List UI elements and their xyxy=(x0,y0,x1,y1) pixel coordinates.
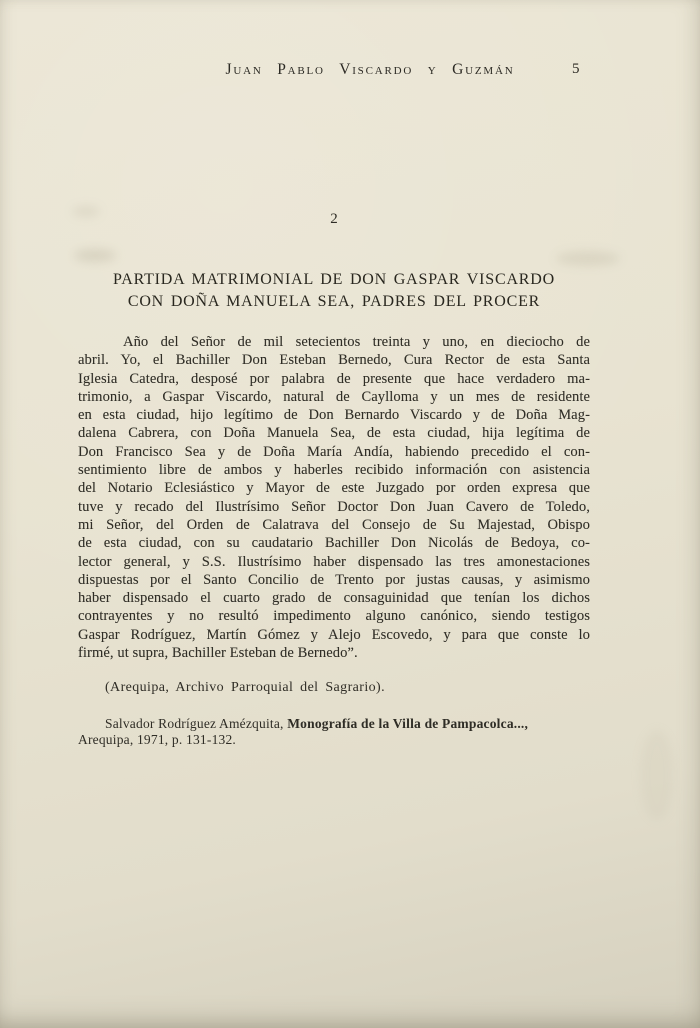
citation-line-2: Arequipa, 1971, p. 131-132. xyxy=(78,732,237,747)
page-number: 5 xyxy=(572,61,580,77)
body-line: del Notario Eclesiástico y Mayor de este Juzgado por orden expresa que xyxy=(78,480,590,497)
body-line: lector general, y S.S. Ilustrísimo haber dispensado las tres amonestaciones xyxy=(78,553,590,570)
body-line: mi Señor, del Orden de Calatrava del Consejo de Su Majestad, Obispo xyxy=(78,516,590,533)
body-line: Iglesia Catedra, desposé por palabra de presente que hace verdadero ma- xyxy=(78,370,590,387)
body-line: sentimiento libre de ambos y haberles recibido información con asistencia xyxy=(78,462,590,479)
citation-line-1 xyxy=(78,716,623,732)
section-number: 2 xyxy=(330,211,338,227)
body-line: firmé, ut supra, Bachiller Esteban de Bernedo”. xyxy=(78,645,358,662)
body-line: Gaspar Rodríguez, Martín Gómez y Alejo Escovedo, y para que conste lo xyxy=(78,626,590,643)
running-header xyxy=(0,61,700,79)
body-paragraph xyxy=(78,333,590,662)
body-line: contrayentes y no resultó impedimento alguno canónico, siendo testigos xyxy=(78,608,590,625)
running-title: Juan Pablo Viscardo y Guzmán xyxy=(225,61,515,78)
section-title xyxy=(78,269,590,313)
body-line: de esta ciudad, con su caudatario Bachiller Don Nicolás de Bedoya, co- xyxy=(78,535,590,552)
scan-smudge xyxy=(74,249,116,262)
section-title-line-2: CON DOÑA MANUELA SEA, PADRES DEL PROCER xyxy=(127,293,541,310)
scan-smudge xyxy=(640,730,674,820)
body-line: tuve y recado del Ilustrísimo Señor Doctor Don Juan Cavero de Toledo, xyxy=(78,498,590,515)
body-line: dispuestas por el Santo Concilio de Trento por justas causas, y asimismo xyxy=(78,571,590,588)
body-line: trimonio, a Gaspar Viscardo, natural de Caylloma y un mes de residente xyxy=(78,388,590,405)
body-line: en esta ciudad, hijo legítimo de Don Bernardo Viscardo y de Doña Mag- xyxy=(78,407,590,424)
citation-author: Salvador Rodríguez Amézquita, xyxy=(105,716,288,731)
body-line: abril. Yo, el Bachiller Don Esteban Bernedo, Cura Rector de esta Santa xyxy=(78,352,590,369)
scan-smudge xyxy=(556,251,620,266)
body-line: Don Francisco Sea y de Doña María Andía, habiendo precedido el con- xyxy=(78,443,590,460)
body-line: haber dispensado el cuarto grado de consaguinidad que tenían los dichos xyxy=(78,590,590,607)
citation-book-title: Monografía de la Villa de Pampacolca..., xyxy=(287,716,529,731)
citation-footnote xyxy=(78,716,623,748)
section-title-line-1: PARTIDA MATRIMONIAL DE DON GASPAR VISCARDO xyxy=(113,271,555,288)
archive-note: (Arequipa, Archivo Parroquial del Sagrario). xyxy=(105,680,385,695)
body-line: dalena Cabrera, con Doña Manuela Sea, de esta ciudad, hija legítima de xyxy=(78,425,590,442)
body-line: Año del Señor de mil setecientos treinta y uno, en dieciocho de xyxy=(123,334,590,350)
